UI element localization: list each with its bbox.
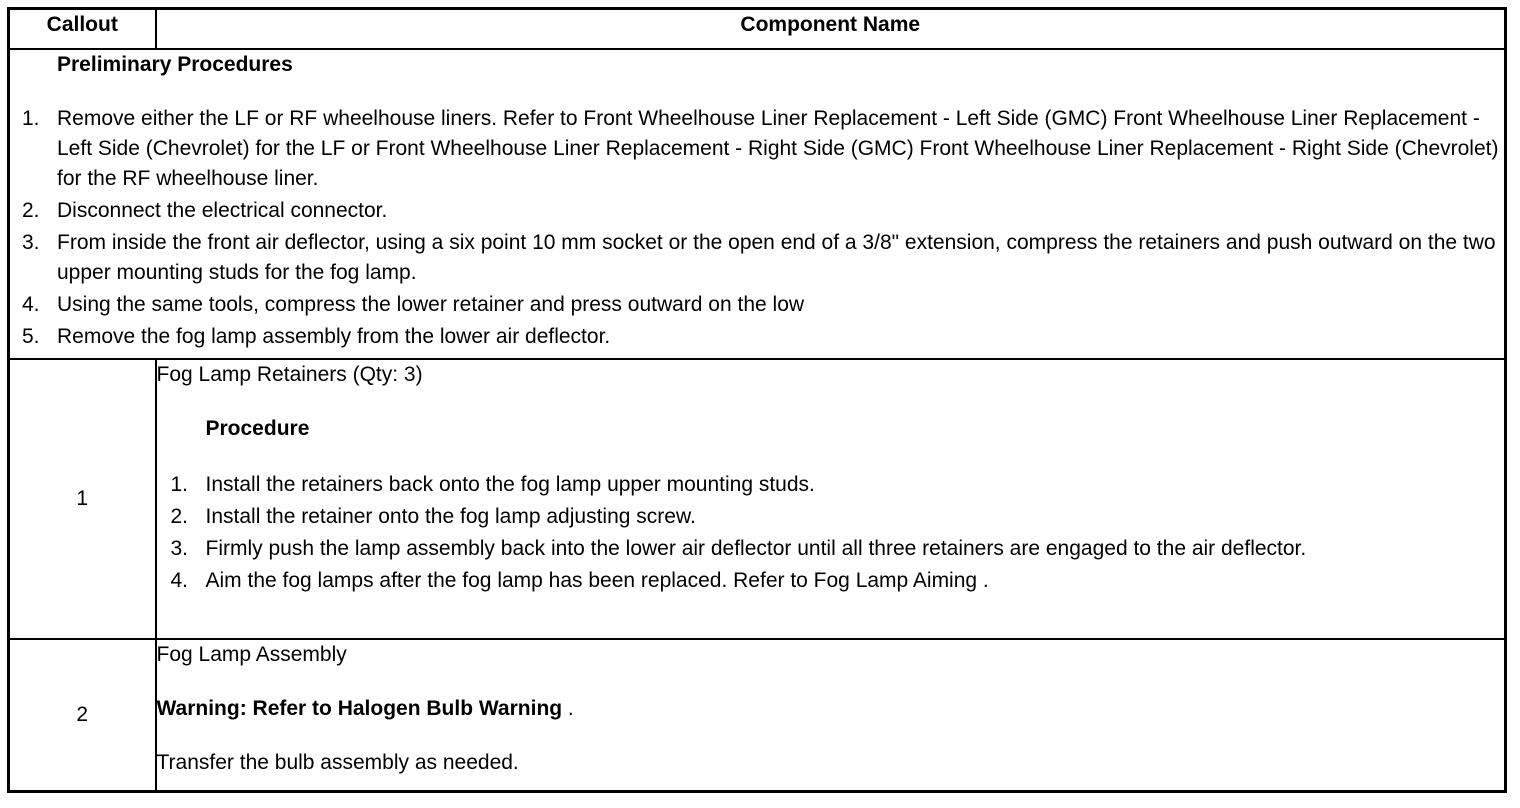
step-text: Install the retainer onto the fog lamp adjusting screw. <box>205 505 696 528</box>
step-number: 2. <box>22 199 40 222</box>
component-cell <box>156 359 1506 639</box>
step-number: 3. <box>170 537 189 560</box>
list-item <box>10 104 1504 194</box>
step-number: 4. <box>22 293 40 316</box>
header-row <box>9 9 1506 50</box>
callout-cell: 1 <box>9 359 156 639</box>
step-number: 1. <box>170 473 189 496</box>
warning-suffix: . <box>562 697 574 720</box>
step-text: Aim the fog lamps after the fog lamp has been replaced. Refer to Fog Lamp Aiming . <box>205 569 989 592</box>
table-row <box>9 359 1506 639</box>
preliminary-title: Preliminary Procedures <box>57 53 293 76</box>
step-text: Using the same tools, compress the lower retainer and press outward on the low <box>57 293 805 316</box>
table-row <box>9 639 1506 791</box>
warning-line <box>157 694 1505 724</box>
warning-text: Warning: Refer to Halogen Bulb Warning <box>156 697 563 720</box>
callout-cell: 2 <box>9 639 156 791</box>
step-number: 3. <box>22 231 40 254</box>
step-number: 4. <box>170 569 189 592</box>
step-number: 5. <box>22 325 40 348</box>
step-number: 1. <box>22 107 40 130</box>
step-number: 2. <box>170 505 189 528</box>
step-text: Install the retainers back onto the fog lamp upper mounting studs. <box>205 473 815 496</box>
procedure-title: Procedure <box>205 417 310 440</box>
list-item <box>10 196 1504 226</box>
callout-header: Callout <box>9 9 156 50</box>
component-note: Transfer the bulb assembly as needed. <box>156 751 519 774</box>
step-text: Disconnect the electrical connector. <box>57 199 388 222</box>
list-item <box>10 290 1504 320</box>
component-name-header: Component Name <box>156 9 1506 50</box>
step-text: Remove either the LF or RF wheelhouse liners. Refer to Front Wheelhouse Liner Replacement - Left Side (GMC) Front Wheelhouse Liner Replacement - Left Side (Chevrolet) for the LF or Front Wheelhouse Liner Replacement - Right Side (GMC) Front Wheelhouse Liner Replacement - Right Side (Chevrolet) for the RF wheelhouse liner. <box>57 107 1499 190</box>
list-item <box>10 228 1504 288</box>
list-item <box>10 322 1504 352</box>
component-name: Fog Lamp Assembly <box>156 643 347 666</box>
preliminary-cell <box>9 49 1506 359</box>
list-item <box>157 566 1505 596</box>
list-item <box>157 470 1505 500</box>
component-cell <box>156 639 1506 791</box>
list-item <box>157 502 1505 532</box>
component-table <box>7 7 1507 793</box>
step-text: From inside the front air deflector, using a six point 10 mm socket or the open end of a 3/8" extension, compress the retainers and push outward on the two upper mounting studs for the fog lamp. <box>57 231 1496 284</box>
procedure-steps <box>157 470 1505 596</box>
preliminary-steps <box>10 104 1504 352</box>
step-text: Remove the fog lamp assembly from the lower air deflector. <box>57 325 611 348</box>
component-name: Fog Lamp Retainers (Qty: 3) <box>156 363 423 386</box>
list-item <box>157 534 1505 564</box>
step-text: Firmly push the lamp assembly back into the lower air deflector until all three retainers are engaged to the air deflector. <box>205 537 1307 560</box>
preliminary-row <box>9 49 1506 359</box>
